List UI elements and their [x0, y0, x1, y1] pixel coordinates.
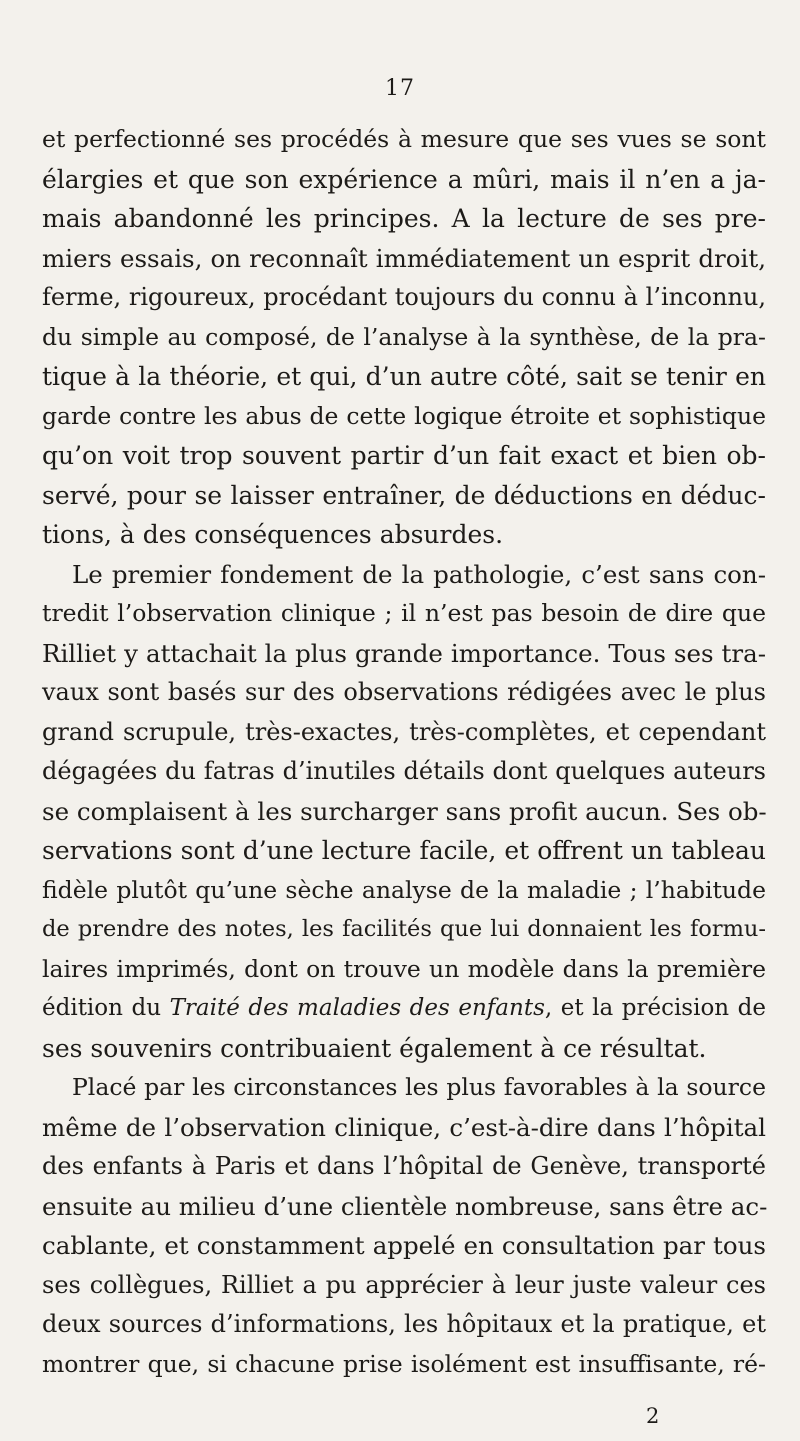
text-line: Placé par les circonstances les plus favorables à la source — [72, 1073, 766, 1101]
text-line: dégagées du fatras d’inutiles détails dont quelques auteurs — [42, 757, 766, 785]
text-line: qu’on voit trop souvent partir d’un fait exact et bien ob- — [42, 441, 766, 470]
text-line: même de l’observation clinique, c’est-à-dire dans l’hôpital — [42, 1112, 766, 1142]
page-number: 17 — [385, 76, 415, 101]
text-line: édition du Traité des maladies des enfants, et la précision de — [42, 995, 766, 1021]
text-line: tions, à des conséquences absurdes. — [42, 520, 504, 549]
text-line: mais abandonné les principes. A la lecture de ses pre- — [42, 204, 766, 233]
text-line: Rilliet y attachait la plus grande importance. Tous ses tra- — [42, 638, 766, 668]
text-line: fidèle plutôt qu’une sèche analyse de la maladie ; l’habitude — [42, 875, 766, 904]
text-line: servations sont d’une lecture facile, et offrent un tableau — [42, 836, 766, 865]
signature-mark: 2 — [646, 1404, 660, 1428]
text-line: vaux sont basés sur des observations rédigées avec le plus — [42, 678, 766, 706]
text-line: du simple au composé, de l’analyse à la synthèse, de la pra- — [42, 322, 766, 351]
text-line: ses collègues, Rilliet a pu apprécier à leur juste valeur ces — [42, 1270, 766, 1299]
text-line: de prendre des notes, les facilités que lui donnaient les formu- — [42, 916, 766, 942]
text-line: ferme, rigoureux, procédant toujours du connu à l’inconnu, — [42, 283, 766, 311]
text-line: cablante, et constamment appelé en consultation par tous — [42, 1231, 766, 1260]
text-line: tredit l’observation clinique ; il n’est pas besoin de dire que — [42, 599, 766, 627]
text-line: servé, pour se laisser entraîner, de déductions en déduc- — [42, 480, 766, 510]
text-line: ensuite au milieu d’une clientèle nombreuse, sans être ac- — [42, 1191, 768, 1221]
text-line: et perfectionné ses procédés à mesure que ses vues se sont — [42, 125, 766, 153]
text-line: miers essais, on reconnaît immédiatement un esprit droit, — [42, 243, 766, 273]
body-text — [42, 120, 766, 1384]
text-line: tique à la théorie, et qui, d’un autre côté, sait se tenir en — [42, 362, 766, 391]
text-line: élargies et que son expérience a mûri, mais il n’en a ja- — [42, 164, 766, 194]
text-line: ses souvenirs contribuaient également à ce résultat. — [42, 1033, 707, 1063]
text-line: montrer que, si chacune prise isolément est insuffisante, ré- — [42, 1349, 766, 1378]
text-line: garde contre les abus de cette logique étroite et sophistique — [42, 401, 766, 430]
text-line: deux sources d’informations, les hôpitaux et la pratique, et — [42, 1310, 766, 1338]
text-line: laires imprimés, dont on trouve un modèle dans la première — [42, 954, 766, 983]
text-line: grand scrupule, très-exactes, très-complètes, et cependant — [42, 717, 766, 746]
text-line: des enfants à Paris et dans l’hôpital de Genève, transporté — [42, 1152, 766, 1180]
text-line: Le premier fondement de la pathologie, c’est sans con- — [72, 559, 766, 589]
book-title: Traité des maladies des enfants — [169, 995, 545, 1021]
text-line: se complaisent à les surcharger sans profit aucun. Ses ob- — [42, 796, 767, 826]
